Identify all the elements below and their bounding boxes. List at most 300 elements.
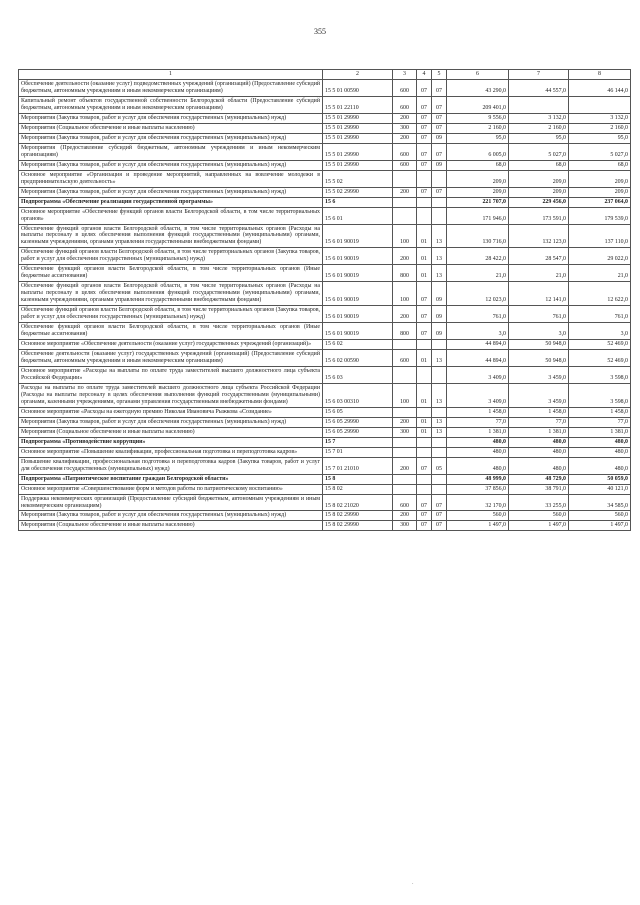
row-vr-cell: 200: [393, 417, 417, 427]
row-code-cell: 15 8 02 21020: [323, 494, 393, 511]
row-vr-cell: [393, 447, 417, 457]
row-vr-cell: [393, 437, 417, 447]
row-name-cell: Мероприятия (Закупка товаров, работ и услуг для обеспечения государственных (муниципальных) нужд): [19, 187, 323, 197]
row-rz-cell: 01: [417, 265, 432, 282]
row-value-cell: 1 497,0: [447, 521, 509, 531]
row-vr-cell: [393, 474, 417, 484]
row-pr-cell: 09: [432, 282, 447, 306]
table-row: [19, 187, 631, 197]
row-value-cell: 3 409,0: [447, 366, 509, 383]
row-pr-cell: 05: [432, 457, 447, 474]
row-value-cell: 12 023,0: [447, 282, 509, 306]
table-row: [19, 306, 631, 323]
row-vr-cell: 200: [393, 306, 417, 323]
row-value-cell: 173 591,0: [509, 207, 569, 224]
row-value-cell: 68,0: [447, 160, 509, 170]
row-vr-cell: [393, 407, 417, 417]
row-pr-cell: [432, 484, 447, 494]
row-code-cell: 15 5 01 29990: [323, 143, 393, 160]
row-value-cell: 560,0: [569, 511, 631, 521]
row-rz-cell: [417, 474, 432, 484]
table-row: [19, 350, 631, 367]
table-row: [19, 366, 631, 383]
row-value-cell: 77,0: [569, 417, 631, 427]
row-vr-cell: 200: [393, 511, 417, 521]
header-cell: 2: [323, 70, 393, 80]
row-code-cell: 15 6 01 90019: [323, 265, 393, 282]
row-code-cell: 15 8 02 29990: [323, 521, 393, 531]
row-pr-cell: [432, 170, 447, 187]
row-pr-cell: 07: [432, 113, 447, 123]
row-vr-cell: 600: [393, 80, 417, 97]
table-header-row: [19, 70, 631, 80]
row-code-cell: 15 5 01 29990: [323, 123, 393, 133]
row-rz-cell: [417, 170, 432, 187]
row-vr-cell: 200: [393, 457, 417, 474]
row-code-cell: 15 8: [323, 474, 393, 484]
row-name-cell: Мероприятия (Закупка товаров, работ и услуг для обеспечения государственных (муниципальных) нужд): [19, 160, 323, 170]
row-code-cell: 15 6 03: [323, 366, 393, 383]
row-value-cell: 209,0: [447, 187, 509, 197]
row-value-cell: 130 716,0: [447, 224, 509, 248]
row-code-cell: 15 7 01 21010: [323, 457, 393, 474]
row-vr-cell: [393, 484, 417, 494]
row-pr-cell: [432, 437, 447, 447]
table-row: [19, 160, 631, 170]
row-rz-cell: [417, 447, 432, 457]
row-value-cell: 6 005,0: [447, 143, 509, 160]
table-row: [19, 133, 631, 143]
table-row: [19, 340, 631, 350]
row-name-cell: Мероприятия (Закупка товаров, работ и услуг для обеспечения государственных (муниципальных) нужд): [19, 133, 323, 143]
row-pr-cell: [432, 366, 447, 383]
row-name-cell: Обеспечение функций органов власти Белгородской области, в том числе территориальных органов (Закупка товаров, работ и услуг для обеспечения государственных (муниципальных) нужд): [19, 306, 323, 323]
row-rz-cell: 07: [417, 323, 432, 340]
table-row: [19, 383, 631, 407]
row-value-cell: 44 894,0: [447, 340, 509, 350]
row-rz-cell: 01: [417, 350, 432, 367]
row-vr-cell: 800: [393, 265, 417, 282]
row-value-cell: 480,0: [509, 457, 569, 474]
row-name-cell: Основное мероприятие «Повышение квалификации, профессиональная подготовка и переподготовка кадров»: [19, 447, 323, 457]
row-rz-cell: 07: [417, 282, 432, 306]
row-name-cell: Подпрограмма «Обеспечение реализации государственной программы»: [19, 197, 323, 207]
row-vr-cell: 200: [393, 113, 417, 123]
row-pr-cell: 13: [432, 224, 447, 248]
table-row: [19, 207, 631, 224]
row-pr-cell: 07: [432, 187, 447, 197]
header-cell: 4: [417, 70, 432, 80]
row-value-cell: 21,0: [569, 265, 631, 282]
row-rz-cell: 01: [417, 417, 432, 427]
row-rz-cell: 07: [417, 457, 432, 474]
row-code-cell: 15 6 05 29990: [323, 427, 393, 437]
row-value-cell: 480,0: [509, 437, 569, 447]
row-pr-cell: 13: [432, 383, 447, 407]
table-row: [19, 511, 631, 521]
table-row: [19, 447, 631, 457]
row-value-cell: 12 622,0: [569, 282, 631, 306]
row-code-cell: 15 6 01 90019: [323, 323, 393, 340]
row-name-cell: Подпрограмма «Противодействие коррупции»: [19, 437, 323, 447]
row-vr-cell: [393, 207, 417, 224]
row-value-cell: 209,0: [509, 170, 569, 187]
row-rz-cell: [417, 207, 432, 224]
row-value-cell: 50 059,0: [569, 474, 631, 484]
row-name-cell: Основное мероприятие «Обеспечение функций органов власти Белгородской области, в том числе территориальных органов»: [19, 207, 323, 224]
header-cell: 7: [509, 70, 569, 80]
row-rz-cell: [417, 366, 432, 383]
table-row: [19, 437, 631, 447]
row-value-cell: 1 458,0: [569, 407, 631, 417]
row-rz-cell: 07: [417, 187, 432, 197]
table-row: [19, 474, 631, 484]
row-value-cell: 43 290,0: [447, 80, 509, 97]
row-rz-cell: [417, 437, 432, 447]
row-value-cell: 480,0: [447, 457, 509, 474]
row-value-cell: 209,0: [509, 187, 569, 197]
row-value-cell: 1 381,0: [509, 427, 569, 437]
row-name-cell: Мероприятия (Социальное обеспечение и иные выплаты населению): [19, 123, 323, 133]
row-rz-cell: [417, 197, 432, 207]
page-number: 355: [314, 27, 326, 36]
header-cell: 8: [569, 70, 631, 80]
row-vr-cell: 600: [393, 143, 417, 160]
row-name-cell: Обеспечение функций органов власти Белгородской области, в том числе территориальных органов (Расходы на выплаты персоналу в целях обеспечения выполнения функций государственными (муниципальными) органами, казенными учреждениями, органами управления государственными внебюджетными фондами): [19, 282, 323, 306]
row-value-cell: 1 381,0: [447, 427, 509, 437]
row-code-cell: 15 6 01 90019: [323, 306, 393, 323]
row-pr-cell: 07: [432, 494, 447, 511]
row-value-cell: 12 141,0: [509, 282, 569, 306]
row-rz-cell: 01: [417, 427, 432, 437]
row-code-cell: 15 5 01 29990: [323, 133, 393, 143]
row-value-cell: 37 856,0: [447, 484, 509, 494]
table-row: [19, 224, 631, 248]
row-name-cell: Основное мероприятие «Обеспечение деятельности (оказание услуг) государственных учреждений (организаций)»: [19, 340, 323, 350]
row-value-cell: 44 894,0: [447, 350, 509, 367]
row-name-cell: Основное мероприятие «Расходы на выплаты по оплате труда заместителей высшего должностного лица субъекта Российской Федерации»: [19, 366, 323, 383]
row-name-cell: Основное мероприятие «Совершенствование форм и методов работы по патриотическому воспитанию»: [19, 484, 323, 494]
row-rz-cell: 07: [417, 143, 432, 160]
row-value-cell: 68,0: [509, 160, 569, 170]
budget-table: [18, 69, 631, 531]
row-pr-cell: 09: [432, 160, 447, 170]
row-code-cell: 15 6 01 90019: [323, 224, 393, 248]
row-code-cell: 15 8 02: [323, 484, 393, 494]
row-value-cell: 40 121,0: [569, 484, 631, 494]
row-name-cell: Обеспечение деятельности (оказание услуг) подведомственных учреждений (организаций) (Предоставление субсидий бюджетным, автономным учреждениям и иным некоммерческим организациям): [19, 80, 323, 97]
row-pr-cell: [432, 197, 447, 207]
row-value-cell: 480,0: [447, 437, 509, 447]
row-name-cell: Обеспечение функций органов власти Белгородской области, в том числе территориальных органов (Закупка товаров, работ и услуг для обеспечения государственных (муниципальных) нужд): [19, 248, 323, 265]
row-rz-cell: 01: [417, 224, 432, 248]
row-value-cell: 560,0: [447, 511, 509, 521]
table-row: [19, 494, 631, 511]
row-value-cell: 761,0: [569, 306, 631, 323]
row-value-cell: 480,0: [509, 447, 569, 457]
row-pr-cell: [432, 407, 447, 417]
row-name-cell: Обеспечение функций органов власти Белгородской области, в том числе территориальных органов (Иные бюджетные ассигнования): [19, 323, 323, 340]
row-value-cell: 761,0: [447, 306, 509, 323]
row-rz-cell: 07: [417, 521, 432, 531]
row-pr-cell: [432, 340, 447, 350]
table-row: [19, 521, 631, 531]
row-value-cell: 3 409,0: [447, 383, 509, 407]
row-value-cell: 95,0: [569, 133, 631, 143]
row-name-cell: Поддержка некоммерческих организаций (Предоставление субсидий бюджетным, автономным учреждениям и иным некоммерческим организациям): [19, 494, 323, 511]
row-code-cell: 15 6 02 00590: [323, 350, 393, 367]
row-value-cell: 209,0: [447, 170, 509, 187]
row-vr-cell: [393, 170, 417, 187]
row-pr-cell: 07: [432, 511, 447, 521]
row-code-cell: 15 5 01 29990: [323, 160, 393, 170]
row-code-cell: 15 5 01 00590: [323, 80, 393, 97]
row-value-cell: 179 539,0: [569, 207, 631, 224]
row-rz-cell: 07: [417, 494, 432, 511]
table-row: [19, 197, 631, 207]
row-pr-cell: 09: [432, 306, 447, 323]
row-rz-cell: [417, 484, 432, 494]
table-row: [19, 282, 631, 306]
row-rz-cell: 01: [417, 383, 432, 407]
row-rz-cell: [417, 407, 432, 417]
row-value-cell: 3 598,0: [569, 383, 631, 407]
row-value-cell: 46 144,0: [569, 80, 631, 97]
row-pr-cell: 07: [432, 80, 447, 97]
row-name-cell: Мероприятия (Предоставление субсидий бюджетным, автономным учреждениям и иным некоммерческим организациям): [19, 143, 323, 160]
header-cell: 5: [432, 70, 447, 80]
row-code-cell: 15 5 02 29990: [323, 187, 393, 197]
row-value-cell: 1 381,0: [569, 427, 631, 437]
row-value-cell: 95,0: [447, 133, 509, 143]
row-value-cell: 229 456,0: [509, 197, 569, 207]
row-rz-cell: [417, 340, 432, 350]
row-value-cell: 52 469,0: [569, 340, 631, 350]
table-row: [19, 265, 631, 282]
row-value-cell: 50 948,0: [509, 350, 569, 367]
row-name-cell: Расходы на выплаты по оплате труда заместителей высшего должностного лица субъекта Российской Федерации (Расходы на выплаты персоналу в целях обеспечения выполнения функций государственными (муниципальными) органами, казенными учреждениями, органами управления государственными внебюджетными фондами): [19, 383, 323, 407]
table-row: [19, 170, 631, 187]
row-value-cell: 3,0: [509, 323, 569, 340]
row-value-cell: 480,0: [447, 447, 509, 457]
row-vr-cell: 300: [393, 123, 417, 133]
row-pr-cell: 13: [432, 265, 447, 282]
row-pr-cell: [432, 207, 447, 224]
row-value-cell: 3,0: [447, 323, 509, 340]
row-vr-cell: [393, 366, 417, 383]
table-row: [19, 323, 631, 340]
row-value-cell: 48 729,0: [509, 474, 569, 484]
row-value-cell: 1 458,0: [509, 407, 569, 417]
header-cell: 6: [447, 70, 509, 80]
row-vr-cell: [393, 197, 417, 207]
row-vr-cell: 300: [393, 521, 417, 531]
row-value-cell: 21,0: [447, 265, 509, 282]
row-rz-cell: 07: [417, 306, 432, 323]
row-name-cell: Подпрограмма «Патриотическое воспитание граждан Белгородской области»: [19, 474, 323, 484]
row-name-cell: Мероприятия (Социальное обеспечение и иные выплаты населению): [19, 427, 323, 437]
row-code-cell: 15 5 01 22110: [323, 96, 393, 113]
row-rz-cell: 07: [417, 511, 432, 521]
row-rz-cell: 07: [417, 96, 432, 113]
row-pr-cell: 07: [432, 143, 447, 160]
row-value-cell: 1 497,0: [569, 521, 631, 531]
table-body: [19, 70, 631, 531]
row-name-cell: Обеспечение функций органов власти Белгородской области, в том числе территориальных органов (Расходы на выплаты персоналу в целях обеспечения выполнения функций государственными (муниципальными) органами, казенными учреждениями, органами управления государственными внебюджетными фондами): [19, 224, 323, 248]
row-pr-cell: 13: [432, 350, 447, 367]
table-row: [19, 113, 631, 123]
row-pr-cell: 07: [432, 521, 447, 531]
row-rz-cell: 07: [417, 80, 432, 97]
row-value-cell: 209 401,0: [447, 96, 509, 113]
row-pr-cell: 09: [432, 323, 447, 340]
row-value-cell: [509, 96, 569, 113]
row-value-cell: 480,0: [569, 447, 631, 457]
row-value-cell: 2 160,0: [509, 123, 569, 133]
row-value-cell: 1 497,0: [509, 521, 569, 531]
row-value-cell: 5 027,0: [569, 143, 631, 160]
row-value-cell: 2 160,0: [569, 123, 631, 133]
row-value-cell: 29 022,0: [569, 248, 631, 265]
row-vr-cell: 800: [393, 323, 417, 340]
row-value-cell: 2 160,0: [447, 123, 509, 133]
row-code-cell: 15 6 02: [323, 340, 393, 350]
row-code-cell: 15 8 02 29990: [323, 511, 393, 521]
row-code-cell: 15 6 05 29990: [323, 417, 393, 427]
row-value-cell: 28 547,0: [509, 248, 569, 265]
table-row: [19, 417, 631, 427]
table-row: [19, 484, 631, 494]
scan-mark: .: [412, 880, 414, 886]
table-row: [19, 407, 631, 417]
row-vr-cell: 100: [393, 224, 417, 248]
row-value-cell: 1 458,0: [447, 407, 509, 417]
row-code-cell: 15 6 05: [323, 407, 393, 417]
row-value-cell: 44 557,0: [509, 80, 569, 97]
row-name-cell: Мероприятия (Закупка товаров, работ и услуг для обеспечения государственных (муниципальных) нужд): [19, 511, 323, 521]
table-row: [19, 427, 631, 437]
row-rz-cell: 07: [417, 123, 432, 133]
row-vr-cell: 200: [393, 248, 417, 265]
row-value-cell: 34 585,0: [569, 494, 631, 511]
row-name-cell: Основное мероприятие «Организация и проведение мероприятий, направленных на вовлечение молодежи в предпринимательскую деятельность»: [19, 170, 323, 187]
row-pr-cell: 07: [432, 123, 447, 133]
row-value-cell: 3 132,0: [569, 113, 631, 123]
row-value-cell: 52 469,0: [569, 350, 631, 367]
row-name-cell: Мероприятия (Социальное обеспечение и иные выплаты населению): [19, 521, 323, 531]
row-vr-cell: 300: [393, 427, 417, 437]
row-value-cell: 77,0: [447, 417, 509, 427]
row-name-cell: Обеспечение функций органов власти Белгородской области, в том числе территориальных органов (Иные бюджетные ассигнования): [19, 265, 323, 282]
row-vr-cell: 600: [393, 350, 417, 367]
row-vr-cell: 600: [393, 494, 417, 511]
row-code-cell: 15 6 01 90019: [323, 248, 393, 265]
row-value-cell: 68,0: [569, 160, 631, 170]
row-value-cell: 33 255,0: [509, 494, 569, 511]
row-code-cell: 15 6 03 00310: [323, 383, 393, 407]
table-row: [19, 457, 631, 474]
row-value-cell: 171 946,0: [447, 207, 509, 224]
row-vr-cell: 100: [393, 383, 417, 407]
row-name-cell: Обеспечение деятельности (оказание услуг) государственных учреждений (организаций) (Предоставление субсидий бюджетным, автономным учреждениям и иным некоммерческим организациям): [19, 350, 323, 367]
row-value-cell: [569, 96, 631, 113]
row-vr-cell: 200: [393, 133, 417, 143]
row-value-cell: 50 948,0: [509, 340, 569, 350]
row-value-cell: 32 170,0: [447, 494, 509, 511]
row-code-cell: 15 5 01 29990: [323, 113, 393, 123]
row-vr-cell: 100: [393, 282, 417, 306]
row-code-cell: 15 6: [323, 197, 393, 207]
row-pr-cell: 13: [432, 248, 447, 265]
row-value-cell: 3 459,0: [509, 366, 569, 383]
row-value-cell: 480,0: [569, 457, 631, 474]
row-name-cell: Капитальный ремонт объектов государственной собственности Белгородской области (Предоставление субсидий бюджетным, автономным учреждениям и иным некоммерческим организациям): [19, 96, 323, 113]
row-value-cell: 3,0: [569, 323, 631, 340]
table-row: [19, 123, 631, 133]
row-value-cell: 221 707,0: [447, 197, 509, 207]
row-vr-cell: 600: [393, 160, 417, 170]
row-value-cell: 209,0: [569, 170, 631, 187]
table-row: [19, 96, 631, 113]
row-value-cell: 95,0: [509, 133, 569, 143]
table-row: [19, 248, 631, 265]
row-code-cell: 15 7 01: [323, 447, 393, 457]
header-cell: 1: [19, 70, 323, 80]
row-pr-cell: 07: [432, 96, 447, 113]
row-vr-cell: [393, 340, 417, 350]
row-vr-cell: 200: [393, 187, 417, 197]
row-code-cell: 15 6 01 90019: [323, 282, 393, 306]
row-code-cell: 15 7: [323, 437, 393, 447]
row-value-cell: 9 556,0: [447, 113, 509, 123]
row-value-cell: 48 999,0: [447, 474, 509, 484]
row-value-cell: 237 064,0: [569, 197, 631, 207]
row-pr-cell: 13: [432, 427, 447, 437]
row-value-cell: 209,0: [569, 187, 631, 197]
row-pr-cell: 09: [432, 133, 447, 143]
row-code-cell: 15 6 01: [323, 207, 393, 224]
row-value-cell: 480,0: [569, 437, 631, 447]
row-value-cell: 28 422,0: [447, 248, 509, 265]
row-value-cell: 21,0: [509, 265, 569, 282]
row-pr-cell: [432, 447, 447, 457]
row-value-cell: 137 110,0: [569, 224, 631, 248]
row-rz-cell: 01: [417, 248, 432, 265]
table-row: [19, 143, 631, 160]
row-value-cell: 3 132,0: [509, 113, 569, 123]
header-cell: 3: [393, 70, 417, 80]
row-value-cell: 761,0: [509, 306, 569, 323]
row-value-cell: 3 598,0: [569, 366, 631, 383]
row-pr-cell: [432, 474, 447, 484]
row-value-cell: 132 123,0: [509, 224, 569, 248]
row-value-cell: 560,0: [509, 511, 569, 521]
row-name-cell: Мероприятия (Закупка товаров, работ и услуг для обеспечения государственных (муниципальных) нужд): [19, 113, 323, 123]
table-row: [19, 80, 631, 97]
row-name-cell: Основное мероприятие «Расходы на ежегодную премию Николая Ивановича Рыжкова «Созидание»: [19, 407, 323, 417]
row-vr-cell: 600: [393, 96, 417, 113]
row-rz-cell: 07: [417, 133, 432, 143]
row-name-cell: Мероприятия (Закупка товаров, работ и услуг для обеспечения государственных (муниципальных) нужд): [19, 417, 323, 427]
row-value-cell: 3 459,0: [509, 383, 569, 407]
row-value-cell: 5 027,0: [509, 143, 569, 160]
row-value-cell: 77,0: [509, 417, 569, 427]
row-value-cell: 38 791,0: [509, 484, 569, 494]
row-code-cell: 15 5 02: [323, 170, 393, 187]
row-rz-cell: 07: [417, 113, 432, 123]
row-name-cell: Повышение квалификации, профессиональная подготовка и переподготовка кадров (Закупка товаров, работ и услуг для обеспечения государственных (муниципальных) нужд): [19, 457, 323, 474]
row-pr-cell: 13: [432, 417, 447, 427]
